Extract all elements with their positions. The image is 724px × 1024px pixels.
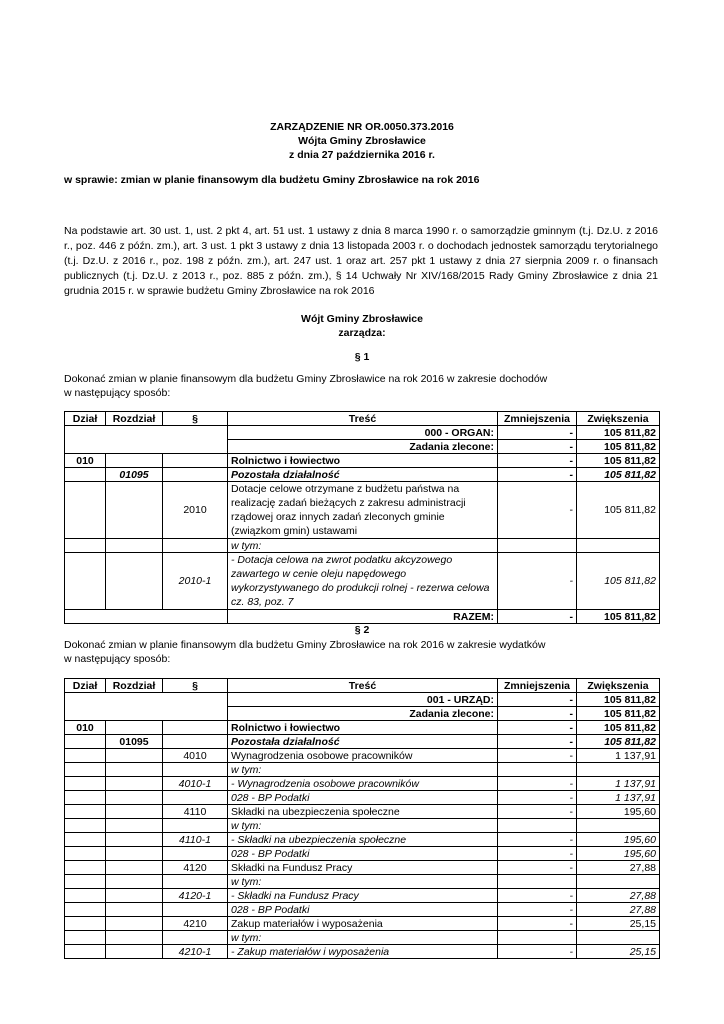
col-rozdzial: Rozdział bbox=[106, 412, 163, 426]
dzial-dec: - bbox=[498, 721, 577, 735]
expenses-table bbox=[64, 678, 660, 959]
dzial-dec: - bbox=[498, 454, 577, 468]
p2010-label: Dotacje celowe otrzymane z budżetu państwa na realizację zadań bieżących z zakresu administracji rządowej oraz innych zadań zleconych gminie (związkom gmin) ustawami bbox=[228, 482, 498, 539]
table-row bbox=[65, 875, 660, 889]
section-2-intro-1: Dokonać zmian w planie finansowym dla budżetu Gminy Zbrosławice na rok 2016 w zakresie wydatków bbox=[64, 639, 546, 651]
row-label: Zakup materiałów i wyposażenia bbox=[228, 917, 498, 931]
row-label: Składki na ubezpieczenia społeczne bbox=[228, 805, 498, 819]
urzad-row bbox=[65, 693, 660, 707]
row-inc: 27,88 bbox=[577, 861, 660, 875]
row-code: 4110 bbox=[163, 805, 228, 819]
row-label: - Zakup materiałów i wyposażenia bbox=[228, 945, 498, 959]
row-code bbox=[163, 791, 228, 805]
col-tresc: Treść bbox=[228, 679, 498, 693]
p2010-inc: 105 811,82 bbox=[577, 482, 660, 539]
table-row bbox=[65, 763, 660, 777]
row-dec: - bbox=[498, 903, 577, 917]
row-code: 4010-1 bbox=[163, 777, 228, 791]
row-label: Składki na Fundusz Pracy bbox=[228, 861, 498, 875]
razem-row bbox=[65, 610, 660, 624]
row-label: w tym: bbox=[228, 763, 498, 777]
col-zwiekszenia: Zwiększenia bbox=[577, 412, 660, 426]
p2010-1-row bbox=[65, 553, 660, 610]
dzial-code: 010 bbox=[65, 454, 106, 468]
row-code bbox=[163, 875, 228, 889]
row-label: w tym: bbox=[228, 819, 498, 833]
row-dec: - bbox=[498, 749, 577, 763]
table-row bbox=[65, 931, 660, 945]
section-1-intro-1: Dokonać zmian w planie finansowym dla budżetu Gminy Zbrosławice na rok 2016 w zakresie dochodów bbox=[64, 373, 548, 385]
row-dec bbox=[498, 819, 577, 833]
row-dec: - bbox=[498, 791, 577, 805]
row-dec: - bbox=[498, 945, 577, 959]
p2010-code: 2010 bbox=[163, 482, 228, 539]
col-dzial: Dział bbox=[65, 412, 106, 426]
p2010-1-inc: 105 811,82 bbox=[577, 553, 660, 610]
table-row bbox=[65, 917, 660, 931]
table-row bbox=[65, 861, 660, 875]
col-zmniejszenia: Zmniejszenia bbox=[498, 679, 577, 693]
row-inc: 25,15 bbox=[577, 917, 660, 931]
rozdzial-dec: - bbox=[498, 468, 577, 482]
col-zwiekszenia: Zwiększenia bbox=[577, 679, 660, 693]
zadania-dec: - bbox=[498, 707, 577, 721]
section-2-intro-2: w następujący sposób: bbox=[64, 653, 171, 665]
razem-label: RAZEM: bbox=[228, 610, 498, 624]
row-inc: 1 137,91 bbox=[577, 791, 660, 805]
rozdzial-code: 01095 bbox=[106, 468, 163, 482]
row-inc: 25,15 bbox=[577, 945, 660, 959]
row-dec: - bbox=[498, 777, 577, 791]
table-row bbox=[65, 889, 660, 903]
row-label: - Składki na Fundusz Pracy bbox=[228, 889, 498, 903]
row-dec: - bbox=[498, 833, 577, 847]
row-inc bbox=[577, 819, 660, 833]
row-label: w tym: bbox=[228, 931, 498, 945]
dzial-label: Rolnictwo i łowiectwo bbox=[228, 454, 498, 468]
row-dec: - bbox=[498, 847, 577, 861]
row-code bbox=[163, 763, 228, 777]
row-dec: - bbox=[498, 861, 577, 875]
row-code: 4110-1 bbox=[163, 833, 228, 847]
col-zmniejszenia: Zmniejszenia bbox=[498, 412, 577, 426]
organ-inc: 105 811,82 bbox=[577, 426, 660, 440]
row-code: 4210-1 bbox=[163, 945, 228, 959]
dzial-inc: 105 811,82 bbox=[577, 454, 660, 468]
decree-line-1: Wójt Gminy Zbrosławice bbox=[301, 313, 423, 325]
document-subject: w sprawie: zmian w planie finansowym dla budżetu Gminy Zbrosławice na rok 2016 bbox=[64, 174, 480, 186]
row-dec: - bbox=[498, 889, 577, 903]
table-row bbox=[65, 903, 660, 917]
organ-label: 000 - ORGAN: bbox=[228, 426, 498, 440]
zadania-dec: - bbox=[498, 440, 577, 454]
table-header-row bbox=[65, 412, 660, 426]
organ-row bbox=[65, 426, 660, 440]
row-inc bbox=[577, 763, 660, 777]
section-2-mark: § 2 bbox=[354, 624, 370, 636]
legal-basis: Na podstawie art. 30 ust. 1, ust. 2 pkt 4, art. 51 ust. 1 ustawy z dnia 8 marca 1990 r. o samorządzie gminnym (t.j. Dz.U. z 2016 r., poz. 446 z późn. zm.), art. 3 ust. 1 pkt 3 ustawy z dnia 13 listopada 2003 r. o dochodach jednostek samorządu terytorialnego (t.j. Dz.U. z 2016 r., poz. 198 z późn. zm.), art. 247 ust. 1 oraz art. 257 pkt 1 ustawy z dnia 27 sierpnia 2009 r. o finansach publicznych (t.j. Dz.U. z 2013 r., poz. 885 z późn. zm.), § 14 Uchwały Nr XIV/168/2015 Rady Gminy Zbrosławice z dnia 21 grudnia 2015 r. w sprawie budżetu Gminy Zbrosławice na rok 2016 bbox=[64, 225, 658, 297]
section-1-intro-2: w następujący sposób: bbox=[64, 387, 171, 399]
table-row bbox=[65, 749, 660, 763]
urzad-label: 001 - URZĄD: bbox=[228, 693, 498, 707]
row-inc: 1 137,91 bbox=[577, 749, 660, 763]
row-label: Wynagrodzenia osobowe pracowników bbox=[228, 749, 498, 763]
row-code bbox=[163, 819, 228, 833]
row-inc: 195,60 bbox=[577, 805, 660, 819]
row-code: 4120 bbox=[163, 861, 228, 875]
dzial-code: 010 bbox=[65, 721, 106, 735]
wtym-row bbox=[65, 539, 660, 553]
col-paragraf: § bbox=[163, 412, 228, 426]
p2010-dec: - bbox=[498, 482, 577, 539]
row-code bbox=[163, 903, 228, 917]
row-dec bbox=[498, 931, 577, 945]
zadania-inc: 105 811,82 bbox=[577, 440, 660, 454]
row-code: 4210 bbox=[163, 917, 228, 931]
decree-line-2: zarządza: bbox=[338, 327, 386, 339]
table-row bbox=[65, 777, 660, 791]
table-row bbox=[65, 833, 660, 847]
col-rozdzial: Rozdział bbox=[106, 679, 163, 693]
row-code bbox=[163, 931, 228, 945]
document-title: ZARZĄDZENIE NR OR.0050.373.2016 bbox=[270, 121, 454, 133]
row-label: 028 - BP Podatki bbox=[228, 903, 498, 917]
document-author: Wójta Gminy Zbrosławice bbox=[298, 135, 426, 147]
zadania-label: Zadania zlecone: bbox=[228, 440, 498, 454]
rozdzial-dec: - bbox=[498, 735, 577, 749]
row-inc bbox=[577, 931, 660, 945]
table-header-row bbox=[65, 679, 660, 693]
row-label: 028 - BP Podatki bbox=[228, 847, 498, 861]
dzial-label: Rolnictwo i łowiectwo bbox=[228, 721, 498, 735]
razem-inc: 105 811,82 bbox=[577, 610, 660, 624]
zadania-label: Zadania zlecone: bbox=[228, 707, 498, 721]
urzad-inc: 105 811,82 bbox=[577, 693, 660, 707]
row-inc: 1 137,91 bbox=[577, 777, 660, 791]
document-date: z dnia 27 października 2016 r. bbox=[289, 149, 435, 161]
income-table bbox=[64, 411, 660, 624]
dzial-inc: 105 811,82 bbox=[577, 721, 660, 735]
col-paragraf: § bbox=[163, 679, 228, 693]
row-code bbox=[163, 847, 228, 861]
urzad-dec: - bbox=[498, 693, 577, 707]
row-inc: 27,88 bbox=[577, 903, 660, 917]
table-row bbox=[65, 791, 660, 805]
row-code: 4120-1 bbox=[163, 889, 228, 903]
rozdzial-inc: 105 811,82 bbox=[577, 468, 660, 482]
razem-dec: - bbox=[498, 610, 577, 624]
table-row bbox=[65, 805, 660, 819]
rozdzial-row bbox=[65, 735, 660, 749]
dzial-row bbox=[65, 454, 660, 468]
row-inc: 195,60 bbox=[577, 833, 660, 847]
row-label: 028 - BP Podatki bbox=[228, 791, 498, 805]
p2010-row bbox=[65, 482, 660, 539]
row-dec: - bbox=[498, 917, 577, 931]
rozdzial-label: Pozostała działalność bbox=[228, 735, 498, 749]
zadania-inc: 105 811,82 bbox=[577, 707, 660, 721]
row-label: - Wynagrodzenia osobowe pracowników bbox=[228, 777, 498, 791]
zadania-row bbox=[65, 440, 660, 454]
row-inc: 27,88 bbox=[577, 889, 660, 903]
row-dec bbox=[498, 763, 577, 777]
row-dec: - bbox=[498, 805, 577, 819]
row-code: 4010 bbox=[163, 749, 228, 763]
organ-dec: - bbox=[498, 426, 577, 440]
table-row bbox=[65, 945, 660, 959]
rozdzial-inc: 105 811,82 bbox=[577, 735, 660, 749]
p2010-1-label: - Dotacja celowa na zwrot podatku akcyzowego zawartego w cenie oleju napędowego wykorzystywanego do produkcji rolnej - rezerwa celowa cz. 83, poz. 7 bbox=[228, 553, 498, 610]
row-label: - Składki na ubezpieczenia społeczne bbox=[228, 833, 498, 847]
section-1-mark: § 1 bbox=[354, 351, 370, 363]
dzial-row bbox=[65, 721, 660, 735]
rozdzial-label: Pozostała działalność bbox=[228, 468, 498, 482]
col-dzial: Dział bbox=[65, 679, 106, 693]
rozdzial-code: 01095 bbox=[106, 735, 163, 749]
wtym-label: w tym: bbox=[228, 539, 498, 553]
zadania-row bbox=[65, 707, 660, 721]
p2010-1-code: 2010-1 bbox=[163, 553, 228, 610]
table-row bbox=[65, 819, 660, 833]
rozdzial-row bbox=[65, 468, 660, 482]
row-label: w tym: bbox=[228, 875, 498, 889]
p2010-1-dec: - bbox=[498, 553, 577, 610]
row-inc bbox=[577, 875, 660, 889]
row-inc: 195,60 bbox=[577, 847, 660, 861]
col-tresc: Treść bbox=[228, 412, 498, 426]
table-row bbox=[65, 847, 660, 861]
row-dec bbox=[498, 875, 577, 889]
